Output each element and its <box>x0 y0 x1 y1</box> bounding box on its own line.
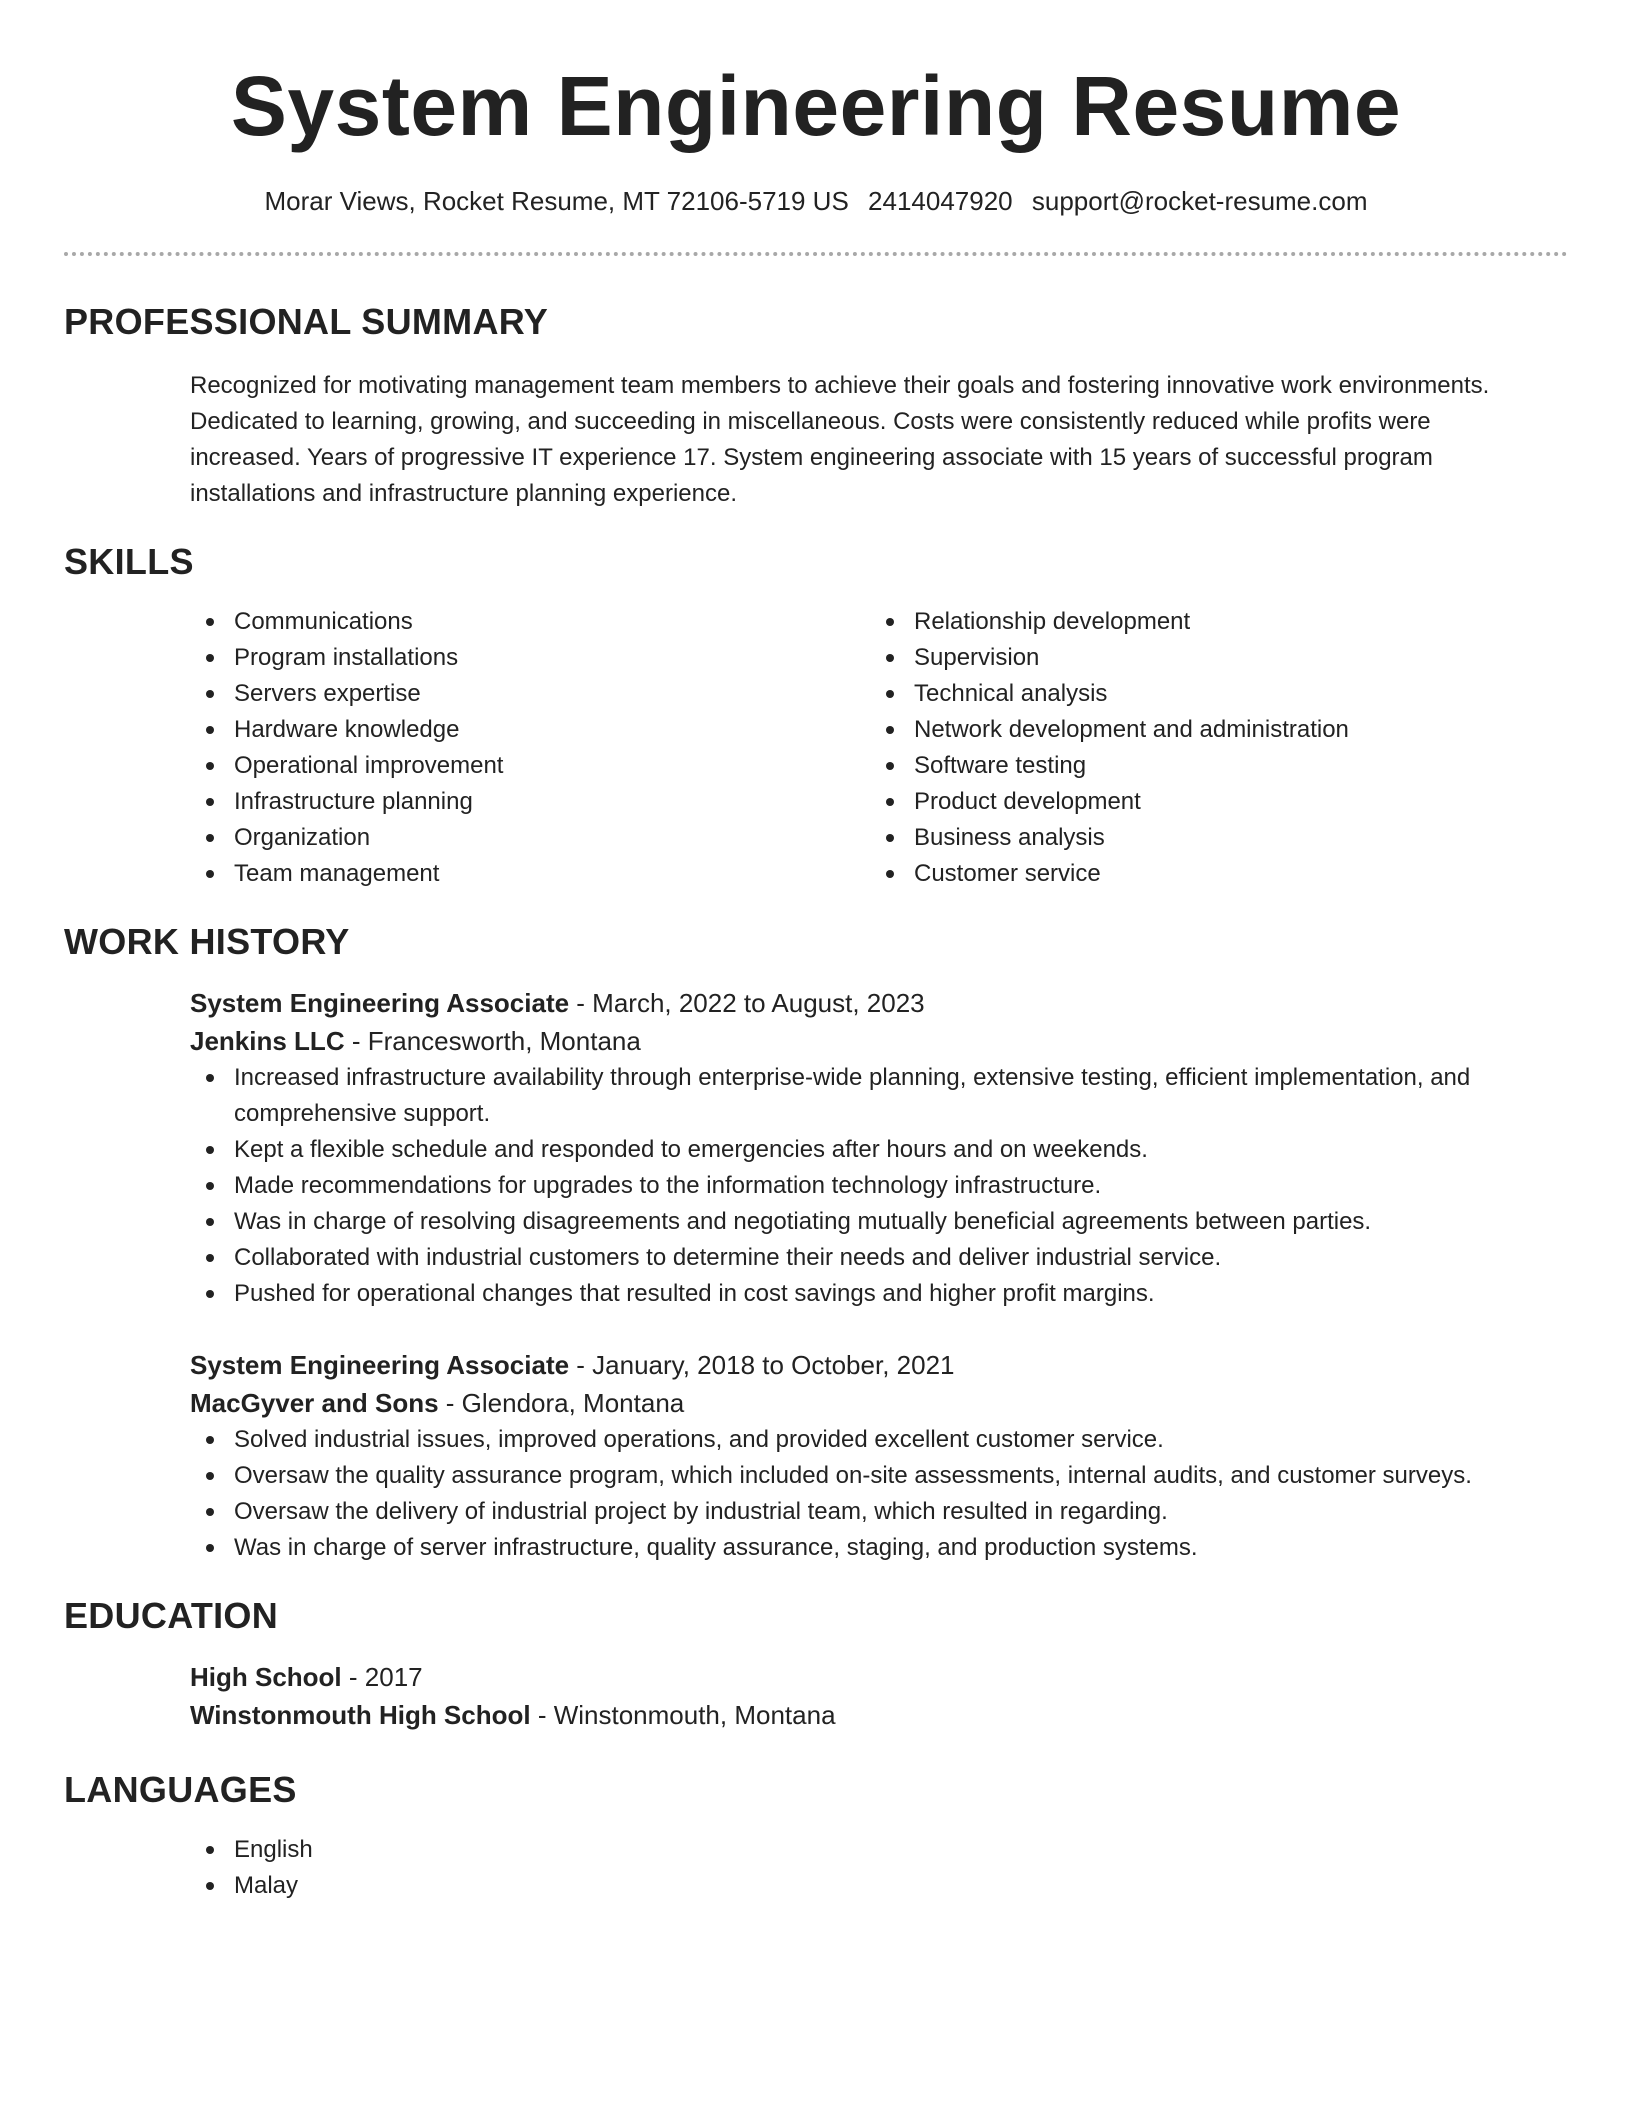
job-bullet: Oversaw the delivery of industrial project by industrial team, which resulted in regarding. <box>190 1494 1568 1530</box>
language-item: English <box>190 1832 1568 1868</box>
skill-item: Software testing <box>870 748 1550 784</box>
header-divider <box>64 252 1568 256</box>
job-entry <box>190 984 1568 1312</box>
job-bullet: Increased infrastructure availability through enterprise-wide planning, extensive testing, efficient implementation, and comprehensive support. <box>190 1060 1568 1132</box>
summary-text: Recognized for motivating management team members to achieve their goals and fostering innovative work environments. Dedicated to learning, growing, and succeeding in miscellaneous. Costs were consistently reduced while profits were increased. Years of progressive IT experience 17. System engineering associate with 15 years of successful program installations and infrastructure planning experience. <box>190 372 1490 507</box>
skill-item: Communications <box>190 604 870 640</box>
skills-column-left <box>190 604 870 892</box>
job-bullets <box>190 1060 1568 1312</box>
section-title-education: EDUCATION <box>64 1595 279 1636</box>
job-bullet: Kept a flexible schedule and responded to emergencies after hours and on weekends. <box>190 1132 1568 1168</box>
job-company-line <box>190 1384 1568 1422</box>
skill-item: Product development <box>870 784 1550 820</box>
section-title-languages: LANGUAGES <box>64 1769 297 1810</box>
contact-line <box>64 184 1568 218</box>
job-bullet: Was in charge of resolving disagreements and negotiating mutually beneficial agreements between parties. <box>190 1204 1568 1240</box>
skill-item: Organization <box>190 820 870 856</box>
education-school-line <box>190 1696 1568 1734</box>
job-bullet: Collaborated with industrial customers to determine their needs and deliver industrial service. <box>190 1240 1568 1276</box>
skill-item: Hardware knowledge <box>190 712 870 748</box>
skill-item: Team management <box>190 856 870 892</box>
job-company: Jenkins LLC <box>190 1026 345 1056</box>
contact-email: support@rocket-resume.com <box>1031 186 1368 216</box>
skill-item: Network development and administration <box>870 712 1550 748</box>
education-school: Winstonmouth High School <box>190 1700 531 1730</box>
job-bullet: Solved industrial issues, improved operations, and provided excellent customer service. <box>190 1422 1568 1458</box>
resume-page <box>64 0 1568 1904</box>
education-location: - Winstonmouth, Montana <box>530 1700 836 1730</box>
job-role: System Engineering Associate <box>190 988 570 1018</box>
job-company-line <box>190 1022 1568 1060</box>
job-location: - Francesworth, Montana <box>344 1026 641 1056</box>
job-entry <box>190 1346 1568 1566</box>
skill-item: Business analysis <box>870 820 1550 856</box>
skill-item: Infrastructure planning <box>190 784 870 820</box>
education-year: - 2017 <box>341 1662 423 1692</box>
skill-item: Servers expertise <box>190 676 870 712</box>
job-title-line <box>190 984 1568 1022</box>
job-role: System Engineering Associate <box>190 1350 570 1380</box>
languages-list <box>190 1832 1568 1904</box>
skill-item: Operational improvement <box>190 748 870 784</box>
education-degree-line <box>190 1658 1568 1696</box>
education-degree: High School <box>190 1662 342 1692</box>
contact-address: Morar Views, Rocket Resume, MT 72106-5719 US <box>264 186 849 216</box>
resume-title: System Engineering Resume <box>230 59 1402 153</box>
job-bullet: Oversaw the quality assurance program, which included on-site assessments, internal audits, and customer surveys. <box>190 1458 1568 1494</box>
skill-item: Technical analysis <box>870 676 1550 712</box>
job-bullets <box>190 1422 1568 1566</box>
section-title-skills: SKILLS <box>64 541 194 582</box>
job-bullet: Was in charge of server infrastructure, quality assurance, staging, and production systems. <box>190 1530 1568 1566</box>
job-company: MacGyver and Sons <box>190 1388 439 1418</box>
language-item: Malay <box>190 1868 1568 1904</box>
job-bullet: Made recommendations for upgrades to the information technology infrastructure. <box>190 1168 1568 1204</box>
skill-item: Program installations <box>190 640 870 676</box>
education-entry <box>190 1658 1568 1734</box>
skill-item: Customer service <box>870 856 1550 892</box>
section-title-work-history: WORK HISTORY <box>64 921 350 962</box>
skill-item: Supervision <box>870 640 1550 676</box>
skills-column-right <box>870 604 1550 892</box>
contact-phone: 2414047920 <box>868 186 1013 216</box>
job-dates: - January, 2018 to October, 2021 <box>569 1350 955 1380</box>
skill-item: Relationship development <box>870 604 1550 640</box>
job-dates: - March, 2022 to August, 2023 <box>569 988 925 1018</box>
section-title-summary: PROFESSIONAL SUMMARY <box>64 301 549 342</box>
job-bullet: Pushed for operational changes that resulted in cost savings and higher profit margins. <box>190 1276 1568 1312</box>
job-title-line <box>190 1346 1568 1384</box>
skills-list <box>190 604 1568 892</box>
job-location: - Glendora, Montana <box>438 1388 685 1418</box>
